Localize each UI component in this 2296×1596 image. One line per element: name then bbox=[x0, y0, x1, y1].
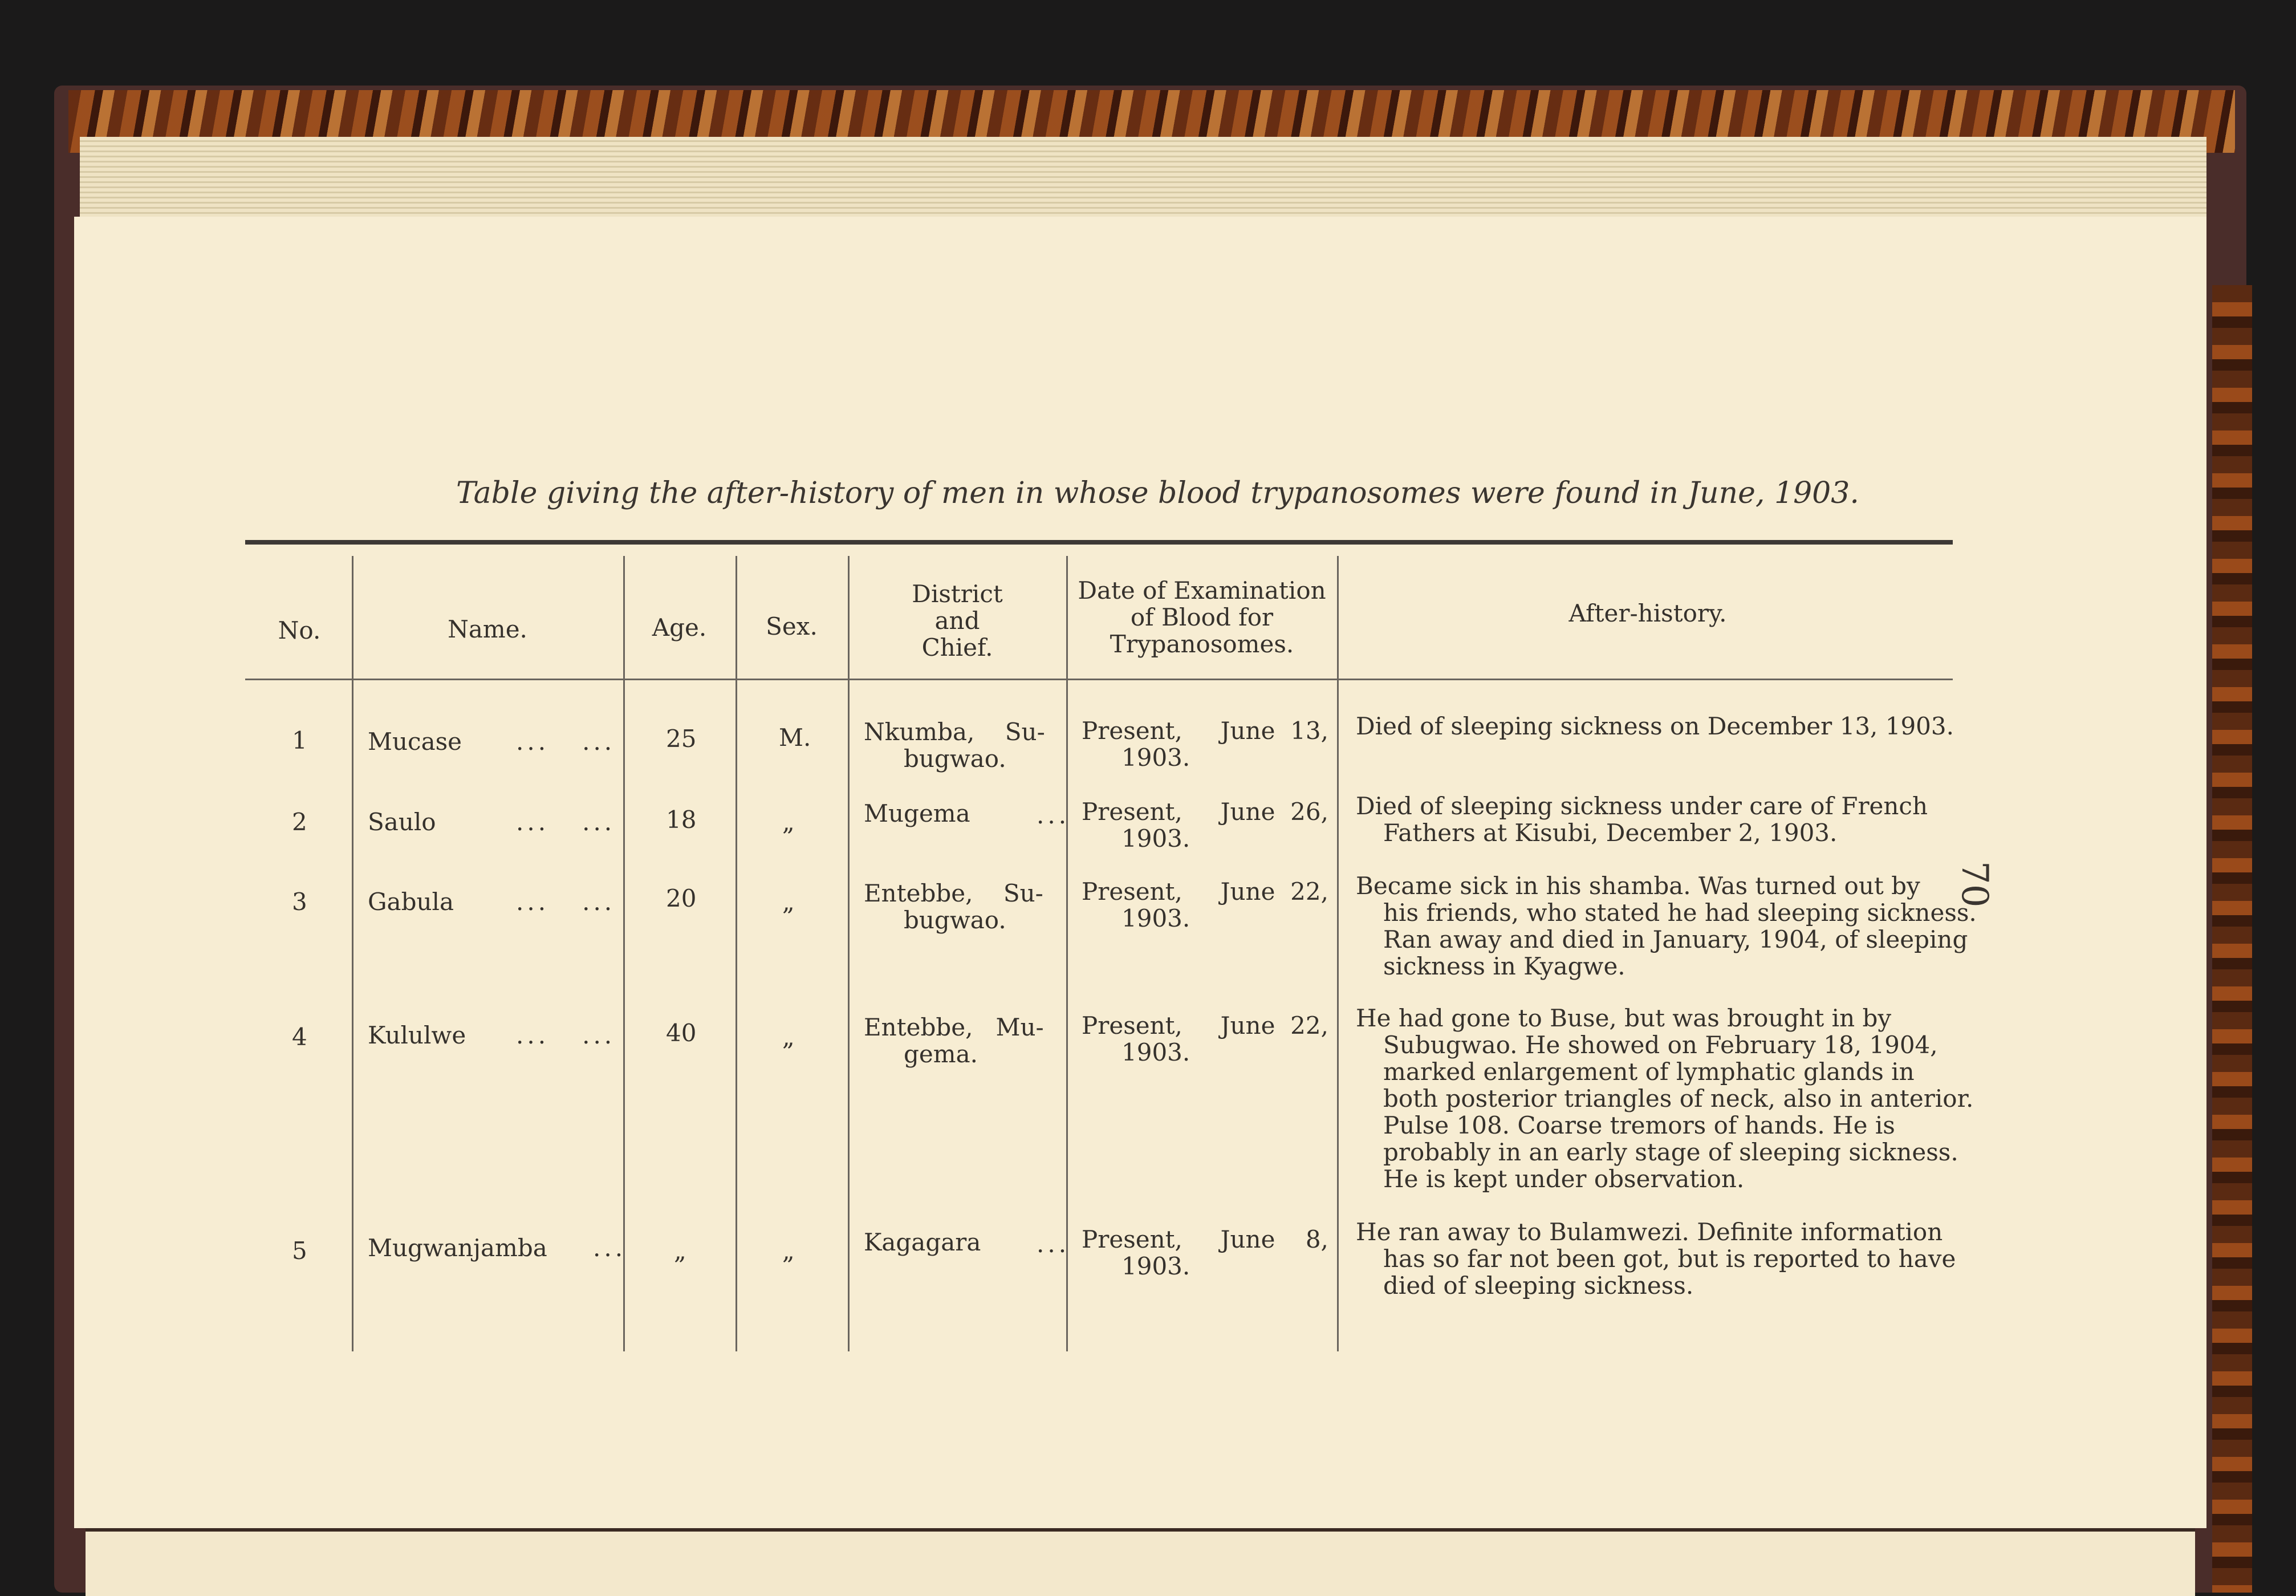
header-sex: Sex. bbox=[766, 612, 818, 640]
row-2-no: 2 bbox=[292, 808, 307, 836]
next-page-edge bbox=[86, 1528, 2195, 1596]
leader-dots: ... bbox=[593, 1234, 627, 1262]
header-name: Name. bbox=[448, 615, 527, 643]
row-3-name: Gabula bbox=[368, 888, 454, 916]
page-number: 70 bbox=[1953, 861, 1996, 908]
row-5-age: „ bbox=[674, 1237, 686, 1265]
row-1-age: 25 bbox=[666, 725, 697, 753]
row-1-after-history: Died of sleeping sickness on December 13, 1903. bbox=[1356, 712, 1954, 740]
row-1-date: Present, June 13, 1903. bbox=[1082, 717, 1328, 771]
row-4-sex: „ bbox=[782, 1023, 795, 1051]
row-5-name: Mugwanjamba bbox=[368, 1234, 547, 1262]
row-2-after-history: Died of sleeping sickness under care of French Fathers at Kisubi, December 2, 1903. bbox=[1356, 792, 1928, 847]
row-3-after-history: Became sick in his shamba. Was turned out by his friends, who stated he had sleeping sickness. Ran away and died in January, 1904, of sleeping sickness in Kyagwe. bbox=[1356, 872, 1977, 980]
table-top-rule bbox=[245, 540, 1953, 545]
row-4-name: Kululwe bbox=[368, 1021, 466, 1049]
row-5-no: 5 bbox=[292, 1237, 307, 1265]
header-after-history: After-history. bbox=[1568, 599, 1727, 627]
leader-dots: ... ... bbox=[516, 888, 616, 916]
row-2-sex: „ bbox=[782, 808, 795, 836]
row-3-sex: „ bbox=[782, 888, 795, 916]
row-4-district: Entebbe, Mu- gema. bbox=[864, 1013, 1044, 1068]
row-5-date: Present, June 8, 1903. bbox=[1082, 1225, 1328, 1280]
column-divider bbox=[848, 556, 850, 1351]
row-2-age: 18 bbox=[666, 806, 697, 834]
row-4-age: 40 bbox=[666, 1019, 697, 1047]
table-header-rule bbox=[245, 679, 1953, 680]
column-divider bbox=[735, 556, 737, 1351]
row-3-no: 3 bbox=[292, 888, 307, 916]
row-1-district: Nkumba, Su- bugwao. bbox=[864, 718, 1045, 773]
row-1-no: 1 bbox=[292, 726, 307, 754]
column-divider bbox=[352, 556, 353, 1351]
row-1-name: Mucase bbox=[368, 728, 462, 756]
leader-dots: ... bbox=[1037, 1230, 1070, 1258]
table-title: Table giving the after-history of men in whose blood trypanosomes were found in June, 1903. bbox=[456, 476, 1859, 510]
leader-dots: ... bbox=[1037, 801, 1070, 829]
column-divider bbox=[623, 556, 625, 1351]
row-2-district: Mugema bbox=[864, 799, 970, 827]
row-4-date: Present, June 22, 1903. bbox=[1082, 1012, 1328, 1066]
marbled-spine bbox=[2212, 285, 2252, 1593]
row-4-after-history: He had gone to Buse, but was brought in by Subugwao. He showed on February 18, 1904, marked enlargement of lymphatic glands in both posterior triangles of neck, also in anterior. Pulse 108. Coarse tremors of hands. He is probably in an early stage of sleeping sickness. He is kept under observation. bbox=[1356, 1004, 1974, 1193]
leader-dots: ... ... bbox=[516, 728, 616, 756]
row-4-no: 4 bbox=[292, 1023, 307, 1051]
row-3-district: Entebbe, Su- bugwao. bbox=[864, 879, 1043, 934]
leader-dots: ... ... bbox=[516, 1021, 616, 1049]
row-2-date: Present, June 26, 1903. bbox=[1082, 798, 1328, 852]
header-no: No. bbox=[278, 616, 321, 644]
row-3-age: 20 bbox=[666, 884, 697, 912]
row-5-after-history: He ran away to Bulamwezi. Definite information has so far not been got, but is reported to have died of sleeping sickness. bbox=[1356, 1218, 1956, 1299]
leader-dots: ... ... bbox=[516, 808, 616, 836]
row-5-sex: „ bbox=[782, 1237, 795, 1265]
row-1-sex: M. bbox=[779, 724, 811, 752]
column-divider bbox=[1337, 556, 1339, 1351]
header-date: Date of Examination of Blood for Trypanosomes. bbox=[1078, 576, 1326, 658]
row-5-district: Kagagara bbox=[864, 1228, 981, 1256]
header-district: District and Chief. bbox=[912, 580, 1003, 661]
row-3-date: Present, June 22, 1903. bbox=[1082, 878, 1328, 932]
header-age: Age. bbox=[652, 614, 707, 641]
row-2-name: Saulo bbox=[368, 808, 436, 836]
